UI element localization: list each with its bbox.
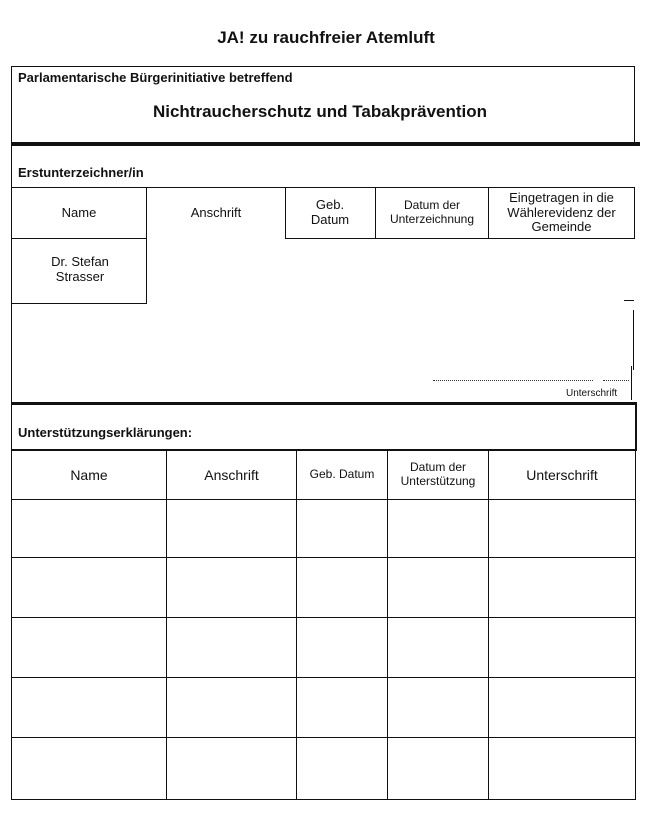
first-header-name: Name	[61, 204, 97, 220]
table-row[interactable]	[12, 678, 635, 737]
thick-divider-2	[11, 402, 637, 405]
first-header-signing-date: Datum der Unterzeichnung	[389, 198, 475, 226]
page-title: JA! zu rauchfreier Atemluft	[217, 28, 435, 48]
first-signatory-label: Erstunterzeichner/in	[18, 165, 144, 180]
first-header-birthdate: Geb. Datum	[310, 197, 350, 227]
supporters-header-support-date: Datum der Unterstützung	[400, 460, 476, 488]
initiative-subject: Nichtraucherschutz und Tabakprävention	[152, 102, 488, 122]
table-row[interactable]	[12, 618, 635, 677]
supporters-header-address: Anschrift	[204, 466, 259, 483]
table-row[interactable]	[12, 738, 635, 799]
signature-line[interactable]	[433, 380, 593, 381]
table-row[interactable]	[12, 558, 635, 617]
table-row[interactable]	[12, 500, 635, 557]
first-header-address: Anschrift	[190, 204, 242, 220]
supporters-header-signature: Unterschrift	[526, 466, 598, 483]
first-header-voter-registry: Eingetragen in die Wählerevidenz der Gemeinde	[507, 189, 616, 235]
thick-divider	[11, 142, 640, 146]
supporters-label: Unterstützungserklärungen:	[18, 425, 193, 440]
initiative-label: Parlamentarische Bürgerinitiative betreffend	[18, 70, 293, 85]
signature-label: Unterschrift	[566, 388, 618, 399]
first-signatory-name: Dr. Stefan Strasser	[51, 254, 109, 284]
supporters-header-birthdate: Geb. Datum	[309, 467, 375, 482]
supporters-header-name: Name	[70, 466, 108, 483]
